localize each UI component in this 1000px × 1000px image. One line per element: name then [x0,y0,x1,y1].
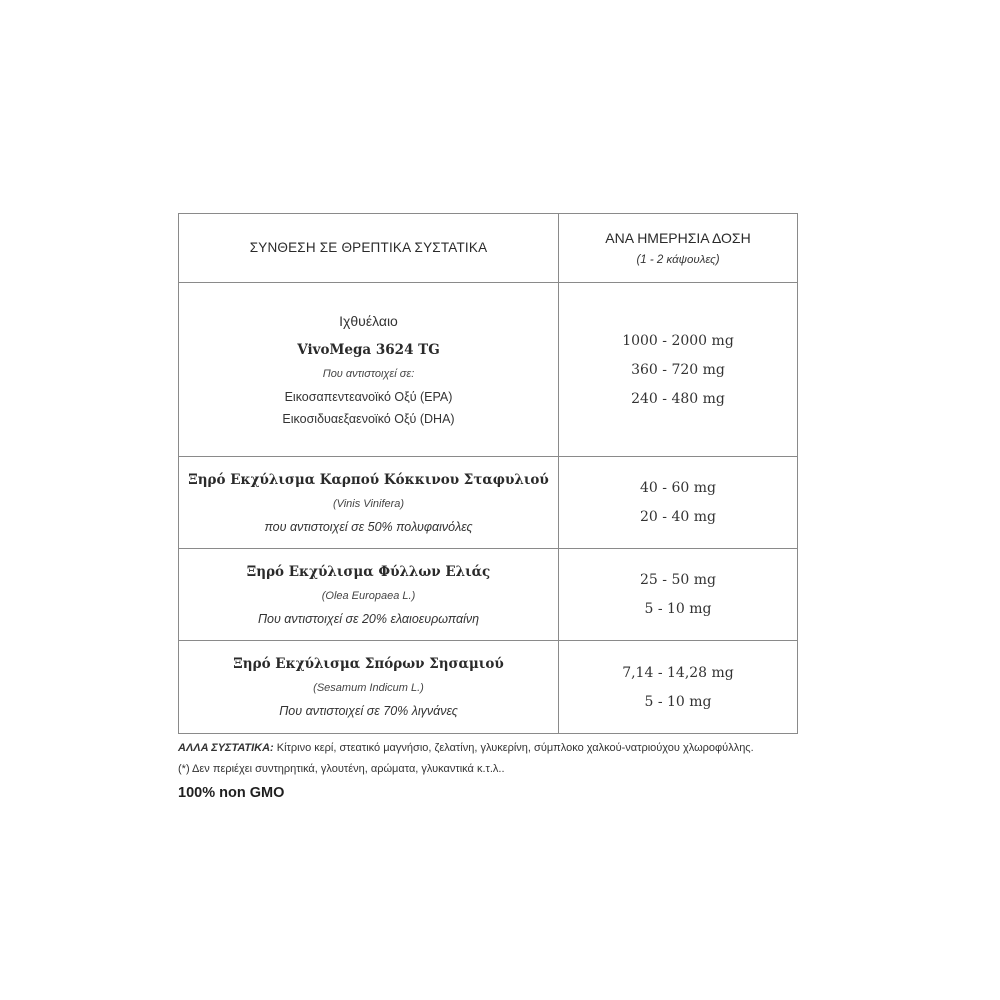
ingredient-name: Ξηρό Εκχύλισμα Φύλλων Ελιάς [246,563,491,580]
table-row-grape-extract [179,457,798,549]
header-capsules-note: (1 - 2 κάψουλες) [636,254,720,266]
ingredient-name: Ξηρό Εκχύλισμα Καρπού Κόκκινου Σταφυλιού [188,471,549,488]
dose-value: 1000 - 2000 mg [622,332,734,349]
dose-value: 20 - 40 mg [640,509,716,525]
notes-section [178,742,797,775]
ingredient-cell [179,641,559,734]
dose-cell [559,283,798,457]
ingredient-description: Που αντιστοιχεί σε 70% λιγνάνες [279,704,458,718]
other-ingredients-text: Κίτρινο κερί, στεατικό μαγνήσιο, ζελατίνη, γλυκερίνη, σύμπλοκο χαλκού-νατριούχου χλωροφύλλης. [276,742,754,754]
ingredient-dha: Εικοσιδυαεξαενοϊκό Οξύ (DHA) [282,412,455,426]
dose-value: 7,14 - 14,28 mg [622,664,734,681]
disclaimer-text: (*) Δεν περιέχει συντηρητικά, γλουτένη, αρώματα, γλυκαντικά κ.τ.λ.. [178,763,505,775]
ingredient-latin-name: (Sesamum Indicum L.) [313,682,424,694]
ingredient-latin-name: (Olea Europaea L.) [321,589,416,602]
header-composition-label: ΣΥΝΘΕΣΗ ΣΕ ΘΡΕΠΤΙΚΑ ΣΥΣΤΑΤΙΚΑ [249,240,488,255]
dose-value: 360 - 720 mg [631,361,725,378]
dose-value: 5 - 10 mg [644,693,712,710]
dose-value: 5 - 10 mg [644,601,712,617]
table-row-olive-leaf-extract [179,549,798,641]
ingredient-latin-name: (Vinis Vinifera) [332,497,405,510]
dose-value: 240 - 480 mg [631,390,725,407]
dose-value: 25 - 50 mg [640,572,716,588]
header-daily-dose [559,214,798,283]
ingredient-cell [179,457,559,549]
ingredient-epa: Εικοσαπεντεανοϊκό Οξύ (EPA) [284,390,453,404]
dose-cell [559,641,798,734]
header-daily-dose-label: ΑΝΑ ΗΜΕΡΗΣΙΑ ΔΟΣΗ [605,230,751,246]
ingredient-cell [179,283,559,457]
dose-value: 40 - 60 mg [640,480,716,496]
non-gmo-badge: 100% non GMO [178,785,285,801]
nutrition-facts-sheet [178,213,797,801]
ingredient-description: που αντιστοιχεί σε 50% πολυφαινόλες [264,519,473,534]
dose-cell [559,457,798,549]
ingredient-name: VivoMega 3624 TG [297,342,440,358]
dose-cell [559,549,798,641]
other-ingredients-line [178,742,797,754]
ingredient-name: Ξηρό Εκχύλισμα Σπόρων Σησαμιού [233,656,504,672]
ingredient-category: Ιχθυέλαιο [339,313,398,329]
table-row-sesame-extract [179,641,798,734]
table-header-row [179,214,798,283]
ingredient-cell [179,549,559,641]
nutrition-table [178,213,798,734]
ingredient-correspondence-note: Που αντιστοιχεί σε: [322,368,415,380]
other-ingredients-label: ΑΛΛΑ ΣΥΣΤΑΤΙΚΑ: [178,742,274,754]
table-row-fish-oil [179,283,798,457]
ingredient-description: Που αντιστοιχεί σε 20% ελαιοευρωπαίνη [257,611,480,626]
header-composition [179,214,559,283]
